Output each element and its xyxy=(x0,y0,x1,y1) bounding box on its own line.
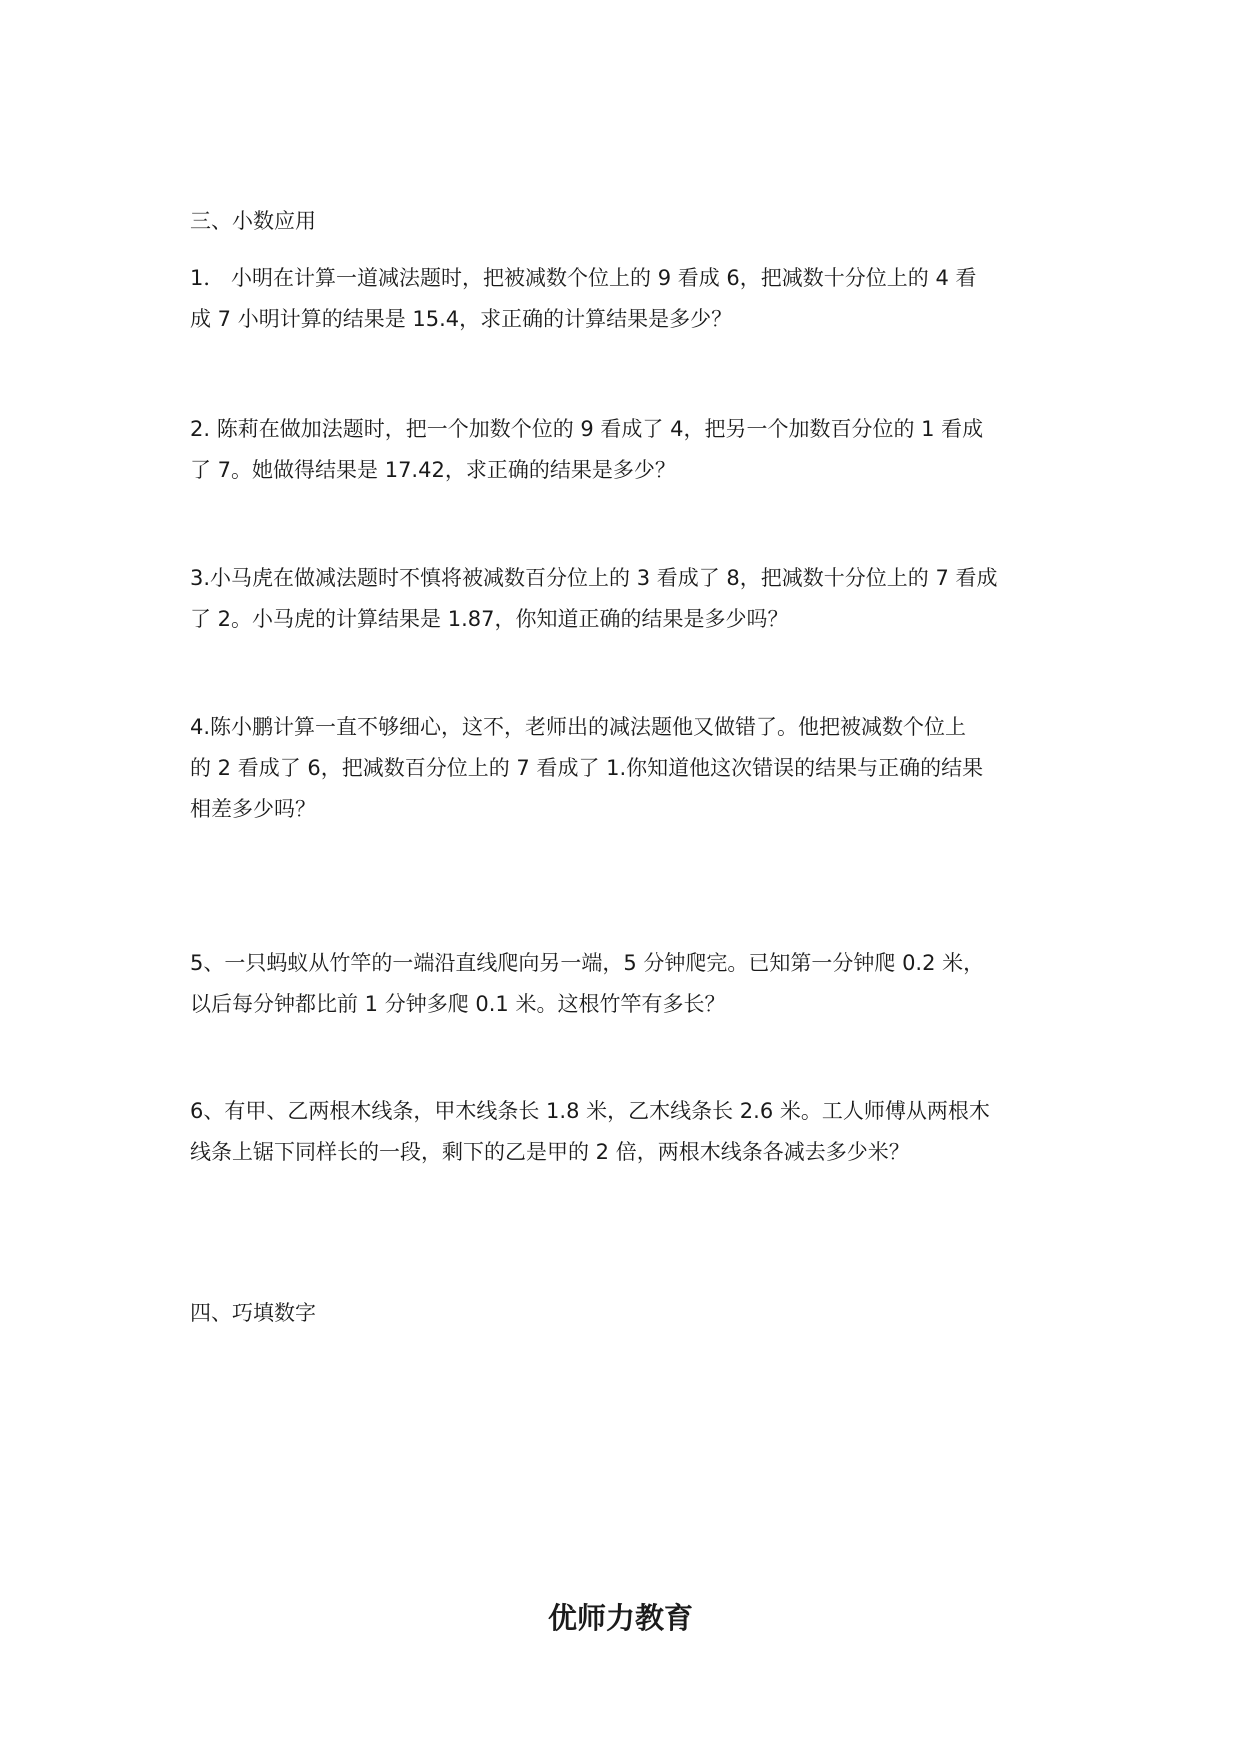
problem-1 xyxy=(190,258,1070,340)
problem-5 xyxy=(190,943,1070,1025)
problem-line: 相差多少吗？ xyxy=(190,797,316,821)
problem-line: 成 7 小明计算的结果是 15.4，求正确的计算结果是多少？ xyxy=(190,307,733,331)
problem-line: 1． 小明在计算一道减法题时，把被减数个位上的 9 看成 6，把减数十分位上的 4 看 xyxy=(190,266,977,290)
section-heading-decimal-application: 三、小数应用 xyxy=(190,209,316,233)
section-heading-fill-digits: 四、巧填数字 xyxy=(190,1301,316,1325)
problem-line: 2. 陈莉在做加法题时，把一个加数个位的 9 看成了 4，把另一个加数百分位的 1 看成 xyxy=(190,417,984,441)
problem-line: 3.小马虎在做减法题时不慎将被减数百分位上的 3 看成了 8，把减数十分位上的 7 看成 xyxy=(190,566,998,590)
problem-4 xyxy=(190,707,1070,830)
problem-line: 了 7。她做得结果是 17.42，求正确的结果是多少？ xyxy=(190,458,676,482)
problem-line: 以后每分钟都比前 1 分钟多爬 0.1 米。这根竹竿有多长？ xyxy=(190,992,726,1016)
problem-line: 线条上锯下同样长的一段，剩下的乙是甲的 2 倍，两根木线条各减去多少米？ xyxy=(190,1140,910,1164)
footer-brand: 优师力教育 xyxy=(547,1601,693,1635)
problem-line: 了 2。小马虎的计算结果是 1.87，你知道正确的结果是多少吗？ xyxy=(190,607,789,631)
problem-line: 的 2 看成了 6，把减数百分位上的 7 看成了 1.你知道他这次错误的结果与正确的结果 xyxy=(190,756,984,780)
problem-2 xyxy=(190,409,1070,491)
problem-6 xyxy=(190,1091,1070,1173)
problem-line: 5、一只蚂蚁从竹竿的一端沿直线爬向另一端，5 分钟爬完。已知第一分钟爬 0.2 米， xyxy=(190,951,985,975)
problem-line: 6、有甲、乙两根木线条，甲木线条长 1.8 米，乙木线条长 2.6 米。工人师傅从两根木 xyxy=(190,1099,990,1123)
problem-line: 4.陈小鹏计算一直不够细心，这不，老师出的减法题他又做错了。他把被减数个位上 xyxy=(190,715,967,739)
problem-3 xyxy=(190,558,1070,640)
